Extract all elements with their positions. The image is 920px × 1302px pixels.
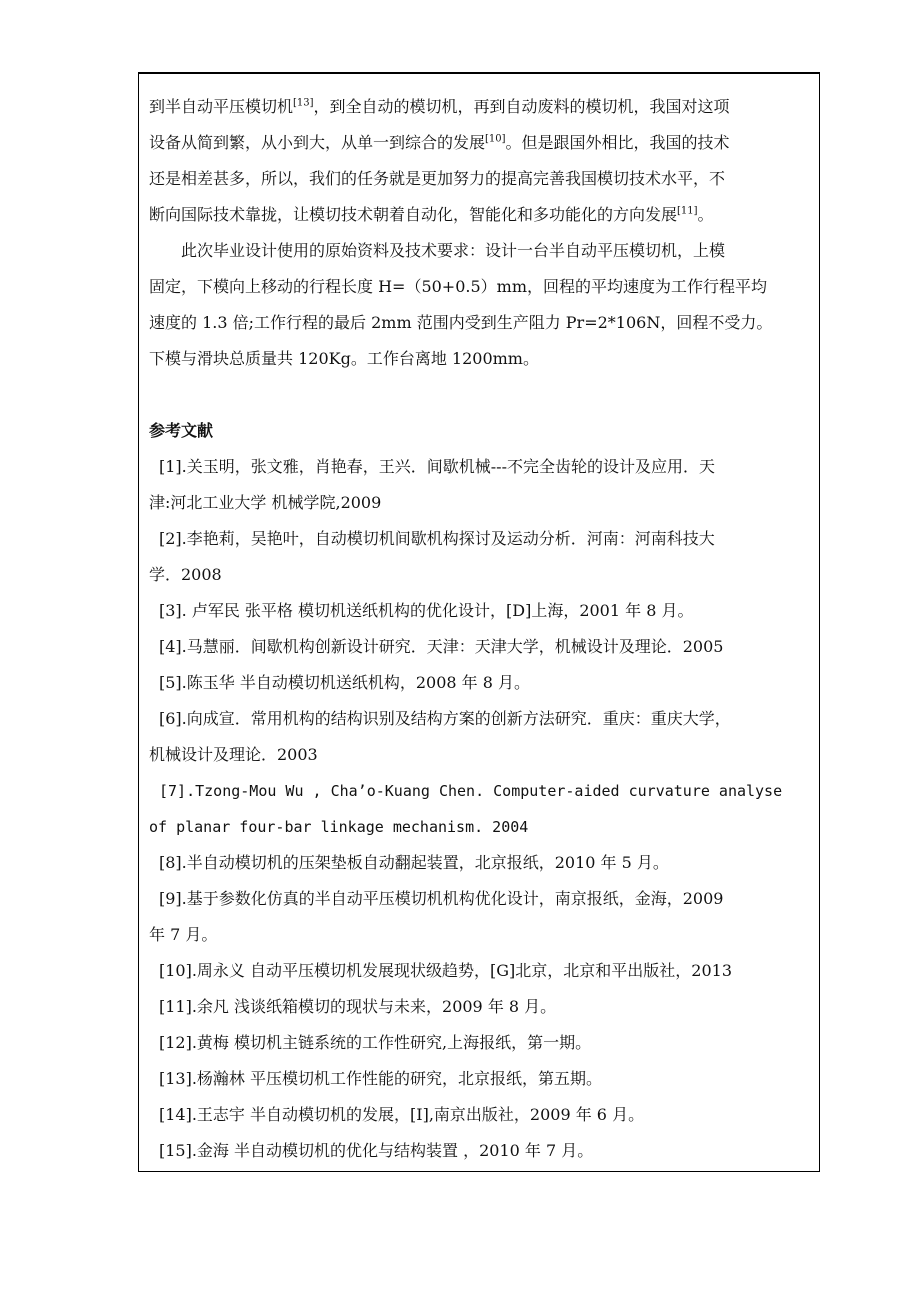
reference-item-continuation: 津:河北工业大学 机械学院,2009 — [149, 493, 382, 512]
paragraph-line: 速度的 1.3 倍;工作行程的最后 2mm 范围内受到生产阻力 Pr=2*106N，回程不受力。 — [149, 313, 773, 332]
reference-item-continuation: 学．2008 — [149, 565, 222, 584]
reference-item: [13].杨瀚林 平压模切机工作性能的研究，北京报纸，第五期。 — [159, 1069, 603, 1088]
reference-item: [12].黄梅 模切机主链系统的工作性研究,上海报纸，第一期。 — [159, 1033, 592, 1052]
reference-item: [15].金海 半自动模切机的优化与结构装置 ，2010 年 7 月。 — [159, 1141, 594, 1160]
reference-item: [4].马慧丽．间歇机构创新设计研究．天津：天津大学，机械设计及理论．2005 — [159, 637, 724, 656]
reference-item: [11].余凡 浅谈纸箱模切的现状与未来，2009 年 8 月。 — [159, 997, 557, 1016]
reference-item: [8].半自动模切机的压架垫板自动翻起装置，北京报纸，2010 年 5 月。 — [159, 853, 669, 872]
reference-item: [2].李艳莉，吴艳叶，自动模切机间歇机构探讨及运动分析．河南：河南科技大 — [159, 529, 715, 548]
document-frame — [138, 72, 820, 1172]
paragraph-line: 到半自动平压模切机[13]，到全自动的模切机，再到自动废料的模切机，我国对这项 — [149, 97, 730, 116]
reference-item: [7].Tzong-Mou Wu , Cha’o-Kuang Chen. Computer-aided curvature analyse — [159, 782, 783, 800]
reference-item-continuation: 年 7 月。 — [149, 925, 218, 944]
reference-item: [14].王志宇 半自动模切机的发展，[I],南京出版社，2009 年 6 月。 — [159, 1105, 645, 1124]
reference-item: [9].基于参数化仿真的半自动平压模切机机构优化设计，南京报纸，金海，2009 — [159, 889, 724, 908]
paragraph-line: 此次毕业设计使用的原始资料及技术要求：设计一台半自动平压模切机，上模 — [181, 241, 726, 260]
reference-item: [6].向成宣．常用机构的结构识别及结构方案的创新方法研究．重庆：重庆大学， — [159, 709, 731, 728]
paragraph-line: 固定，下模向上移动的行程长度 H=（50+0.5）mm，回程的平均速度为工作行程平均 — [149, 277, 768, 296]
reference-list — [149, 449, 815, 1169]
paragraph-line: 断向国际技术靠拢，让模切技术朝着自动化，智能化和多功能化的方向发展[11]。 — [149, 205, 714, 224]
reference-item: [5].陈玉华 半自动模切机送纸机构，2008 年 8 月。 — [159, 673, 530, 692]
paragraph-line: 下模与滑块总质量共 120Kg。工作台离地 1200mm。 — [149, 349, 539, 368]
reference-item-continuation: 机械设计及理论．2003 — [149, 745, 318, 764]
document-body — [149, 73, 815, 1169]
reference-item: [3]. 卢军民 张平格 模切机送纸机构的优化设计，[D]上海，2001 年 8 月。 — [159, 601, 694, 620]
references-heading: 参考文献 — [149, 421, 214, 440]
paragraph-line: 还是相差甚多，所以，我们的任务就是更加努力的提高完善我国模切技术水平，不 — [149, 169, 726, 188]
reference-item: [10].周永义 自动平压模切机发展现状级趋势，[G]北京，北京和平出版社，2013 — [159, 961, 733, 980]
reference-item-continuation: of planar four-bar linkage mechanism. 2004 — [149, 818, 529, 836]
reference-item: [1].关玉明，张文雅，肖艳春，王兴．间歇机械---不完全齿轮的设计及应用．天 — [159, 457, 715, 476]
paragraph-line: 设备从简到繁，从小到大，从单一到综合的发展[10]。但是跟国外相比，我国的技术 — [149, 133, 730, 152]
